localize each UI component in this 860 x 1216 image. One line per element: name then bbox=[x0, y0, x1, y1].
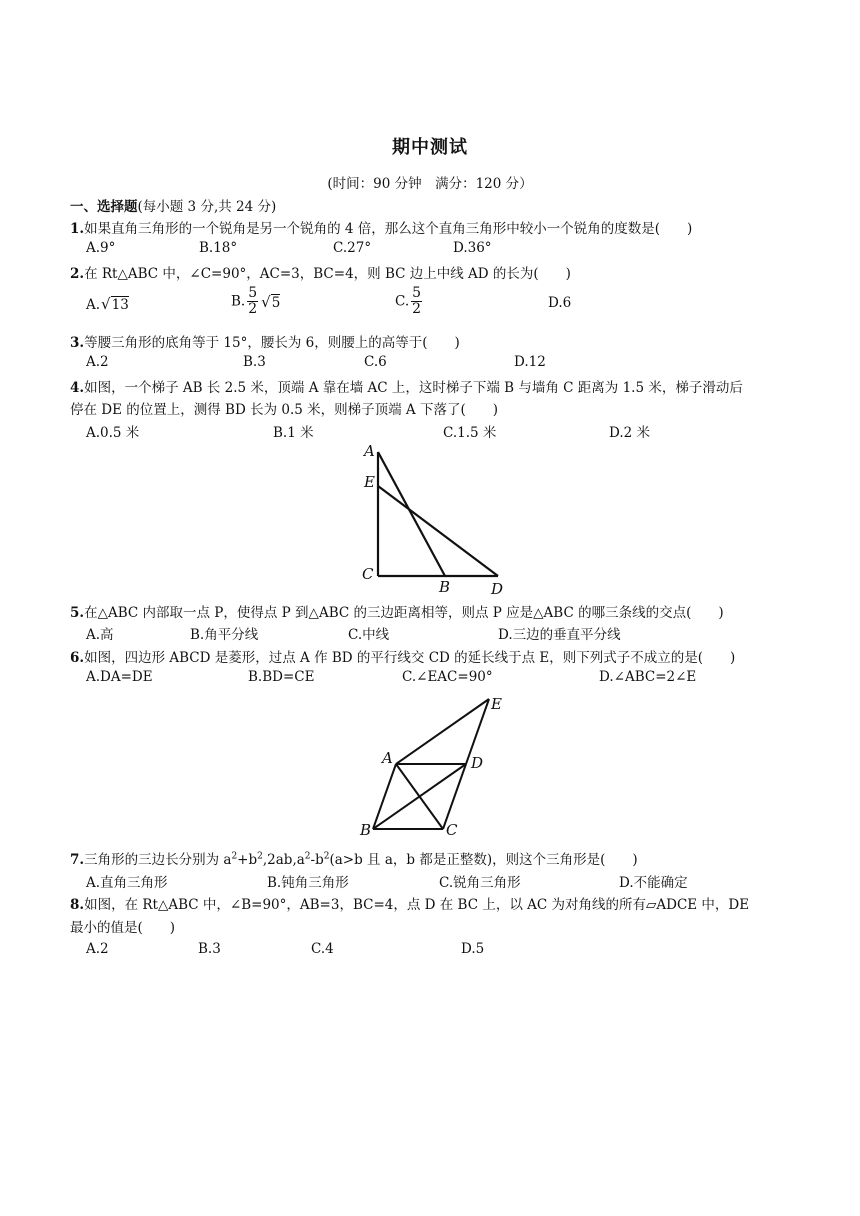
option-a[interactable]: A.直角三角形 bbox=[86, 875, 168, 891]
option-b[interactable]: B.3 bbox=[198, 941, 221, 957]
question-8 bbox=[70, 893, 749, 913]
option-c[interactable]: C.∠EAC=90° bbox=[402, 669, 493, 685]
question-text-part-2: +b bbox=[237, 852, 258, 868]
question-number: 7. bbox=[70, 852, 85, 868]
question-number: 4. bbox=[70, 380, 85, 396]
sqrt-expression bbox=[101, 295, 129, 313]
option-a[interactable]: A.9° bbox=[86, 240, 116, 256]
question-text: 等腰三角形的底角等于 15°，腰长为 6，则腰上的高等于( ) bbox=[84, 335, 460, 351]
option-c[interactable] bbox=[395, 286, 424, 317]
radical-icon: √ bbox=[101, 295, 111, 313]
option-b[interactable]: B.角平分线 bbox=[190, 627, 259, 643]
option-c[interactable]: C.27° bbox=[333, 240, 372, 256]
section-note: (每小题 3 分,共 24 分) bbox=[137, 199, 277, 215]
question-number: 6. bbox=[70, 650, 85, 666]
question-text: 如图，四边形 ABCD 是菱形，过点 A 作 BD 的平行线交 CD 的延长线于点 E，则下列式子不成立的是( ) bbox=[84, 650, 736, 666]
question-1 bbox=[70, 217, 692, 237]
radicand: 5 bbox=[271, 294, 281, 311]
section-title: 一、选择题 bbox=[70, 199, 138, 215]
point-label-a: A bbox=[382, 749, 393, 767]
option-label: C. bbox=[395, 293, 410, 310]
side-dc-line bbox=[443, 764, 466, 829]
fraction bbox=[411, 286, 422, 317]
rhombus-figure bbox=[355, 692, 515, 842]
exponent: 2 bbox=[257, 851, 263, 862]
denominator: 2 bbox=[412, 301, 422, 317]
question-text-line-2: 停在 DE 的位置上，测得 BD 长为 0.5 米，则梯子顶端 A 下落了( ) bbox=[70, 402, 499, 418]
fraction bbox=[247, 286, 258, 317]
diagonal-bd-line bbox=[373, 764, 466, 829]
option-d[interactable]: D.不能确定 bbox=[619, 875, 688, 891]
denominator: 2 bbox=[248, 301, 258, 317]
option-a[interactable]: A.2 bbox=[86, 941, 109, 957]
option-label: B. bbox=[231, 293, 246, 310]
question-text-line-1: 如图，在 Rt△ABC 中，∠B=90°，AB=3，BC=4，点 D 在 BC 上，以 AC 为对角线的所有▱ADCE 中，DE bbox=[84, 897, 750, 913]
point-label-e: E bbox=[364, 473, 375, 491]
option-b[interactable]: B.钝角三角形 bbox=[267, 875, 349, 891]
exponent: 2 bbox=[304, 851, 311, 862]
radical-icon: √ bbox=[261, 292, 271, 311]
question-number: 5. bbox=[70, 605, 85, 621]
option-d[interactable]: D.6 bbox=[548, 295, 572, 311]
option-b[interactable]: B.BD=CE bbox=[248, 669, 315, 685]
point-label-b: B bbox=[439, 578, 451, 596]
point-label-c: C bbox=[362, 565, 374, 583]
option-d[interactable]: D.36° bbox=[453, 240, 492, 256]
question-1-options bbox=[86, 240, 806, 260]
question-2 bbox=[70, 262, 571, 282]
question-text: 在△ABC 内部取一点 P，使得点 P 到△ABC 的三边距离相等，则点 P 应是△ABC 的哪三条线的交点( ) bbox=[84, 605, 724, 621]
option-a[interactable]: A.高 bbox=[86, 627, 114, 643]
question-number: 1. bbox=[70, 221, 85, 237]
option-d[interactable]: D.5 bbox=[461, 941, 485, 957]
option-c[interactable]: C.6 bbox=[364, 354, 387, 370]
option-b[interactable]: B.1 米 bbox=[273, 425, 314, 441]
option-label: A. bbox=[86, 297, 101, 313]
question-4-line-2 bbox=[70, 398, 498, 418]
page-title: 期中测试 bbox=[392, 137, 468, 158]
option-d[interactable]: D.∠ABC=2∠E bbox=[599, 669, 697, 685]
question-text-line-2: 最小的值是( ) bbox=[70, 920, 176, 936]
question-number: 3. bbox=[70, 335, 85, 351]
question-3 bbox=[70, 331, 460, 351]
option-b[interactable]: B.3 bbox=[243, 354, 266, 370]
ladder-figure bbox=[355, 440, 515, 598]
question-5-options bbox=[86, 623, 806, 643]
numerator: 5 bbox=[248, 285, 258, 301]
option-d[interactable]: D.三边的垂直平分线 bbox=[498, 627, 621, 643]
ladder-ab-line bbox=[378, 452, 445, 576]
option-c[interactable]: C.中线 bbox=[348, 627, 390, 643]
question-text-part-4: -b bbox=[310, 852, 324, 868]
option-a[interactable]: A.0.5 米 bbox=[86, 425, 140, 441]
numerator: 5 bbox=[412, 285, 422, 301]
question-6 bbox=[70, 646, 735, 666]
question-text-part-5: (a>b 且 a，b 都是正整数)，则这个三角形是( ) bbox=[329, 852, 638, 868]
question-8-options bbox=[86, 941, 806, 961]
exponent: 2 bbox=[323, 851, 330, 862]
point-label-c: C bbox=[446, 821, 458, 839]
point-label-d: D bbox=[471, 754, 484, 772]
exponent: 2 bbox=[231, 851, 238, 862]
question-text: 在 Rt△ABC 中，∠C=90°，AC=3，BC=4，则 BC 边上中线 AD 的长为( ) bbox=[84, 266, 571, 282]
question-number: 8. bbox=[70, 897, 85, 913]
question-number: 2. bbox=[70, 266, 85, 282]
option-c[interactable]: C.锐角三角形 bbox=[439, 875, 521, 891]
point-label-e: E bbox=[491, 695, 502, 713]
question-text: 如果直角三角形的一个锐角是另一个锐角的 4 倍，那么这个直角三角形中较小一个锐角的度数是( ) bbox=[84, 221, 693, 237]
section-heading bbox=[70, 195, 276, 215]
option-a[interactable]: A.2 bbox=[86, 354, 109, 370]
option-b[interactable] bbox=[231, 286, 280, 317]
radicand: 13 bbox=[111, 297, 129, 313]
point-label-a: A bbox=[364, 442, 375, 460]
option-a[interactable] bbox=[86, 295, 129, 313]
question-2-options bbox=[86, 286, 806, 326]
point-label-b: B bbox=[360, 821, 372, 839]
option-d[interactable]: D.12 bbox=[514, 354, 546, 370]
exam-subtitle: (时间：90 分钟 满分：120 分） bbox=[327, 176, 533, 192]
question-6-options bbox=[86, 669, 806, 689]
question-7 bbox=[70, 848, 638, 868]
question-4-options bbox=[86, 421, 806, 441]
option-d[interactable]: D.2 米 bbox=[609, 425, 651, 441]
option-c[interactable]: C.4 bbox=[311, 941, 334, 957]
question-8-line-2 bbox=[70, 916, 175, 936]
question-3-options bbox=[86, 354, 806, 374]
option-b[interactable]: B.18° bbox=[199, 240, 238, 256]
sqrt-expression bbox=[261, 293, 280, 311]
option-a[interactable]: A.DA=DE bbox=[86, 669, 153, 685]
question-5 bbox=[70, 601, 724, 621]
point-label-d: D bbox=[491, 580, 504, 598]
question-text-part-1: 三角形的三边长分别为 a bbox=[84, 852, 232, 868]
question-text-part-3: ,2ab,a bbox=[262, 852, 305, 868]
question-4 bbox=[70, 376, 743, 396]
question-text-line-1: 如图，一个梯子 AB 长 2.5 米，顶端 A 靠在墙 AC 上，这时梯子下端 B 与墙角 C 距离为 1.5 米，梯子滑动后 bbox=[84, 380, 743, 396]
side-ab-line bbox=[373, 764, 396, 829]
option-c[interactable]: C.1.5 米 bbox=[443, 425, 497, 441]
question-7-options bbox=[86, 871, 806, 891]
